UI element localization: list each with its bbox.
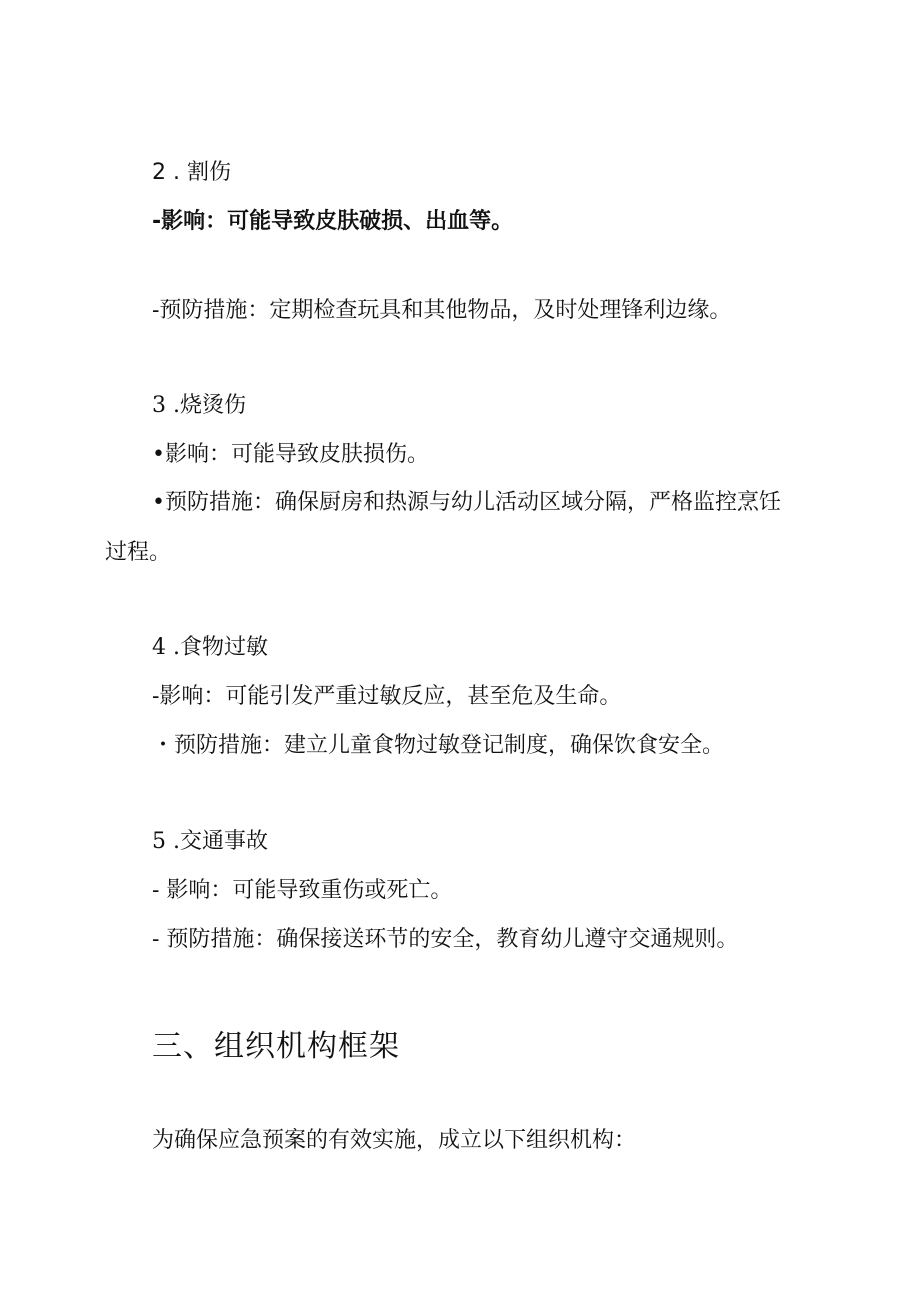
traffic-accident-impact: - 影响：可能导致重伤或死亡。 (152, 878, 453, 903)
heading-burns: 3 .烧烫伤 (152, 393, 246, 418)
burns-prevention-line1: •预防措施：确保厨房和热源与幼儿活动区域分隔，严格监控烹饪 (152, 490, 781, 515)
burns-prevention-line2: 过程。 (105, 540, 172, 565)
traffic-accident-prevention: - 预防措施：确保接送环节的安全，教育幼儿遵守交通规则。 (152, 927, 739, 952)
food-allergy-impact: -影响：可能引发严重过敏反应，甚至危及生命。 (152, 684, 622, 709)
heading-cuts: 2 . 割伤 (152, 160, 231, 185)
chapter-title: 三、组织机构框架 (152, 1029, 400, 1064)
heading-traffic-accident: 5 .交通事故 (152, 829, 268, 854)
burns-impact: •影响：可能导致皮肤损伤。 (152, 442, 429, 467)
cuts-impact: -影响：可能导致皮肤破损、出血等。 (152, 209, 514, 234)
heading-food-allergy: 4 .食物过敏 (152, 635, 268, 660)
cuts-prevention: -预防措施：定期检查玩具和其他物品，及时处理锋利边缘。 (152, 298, 732, 323)
food-allergy-prevention: ・预防措施：建立儿童食物过敏登记制度，确保饮食安全。 (152, 733, 725, 758)
chapter-intro: 为确保应急预案的有效实施，成立以下组织机构： (152, 1128, 637, 1153)
